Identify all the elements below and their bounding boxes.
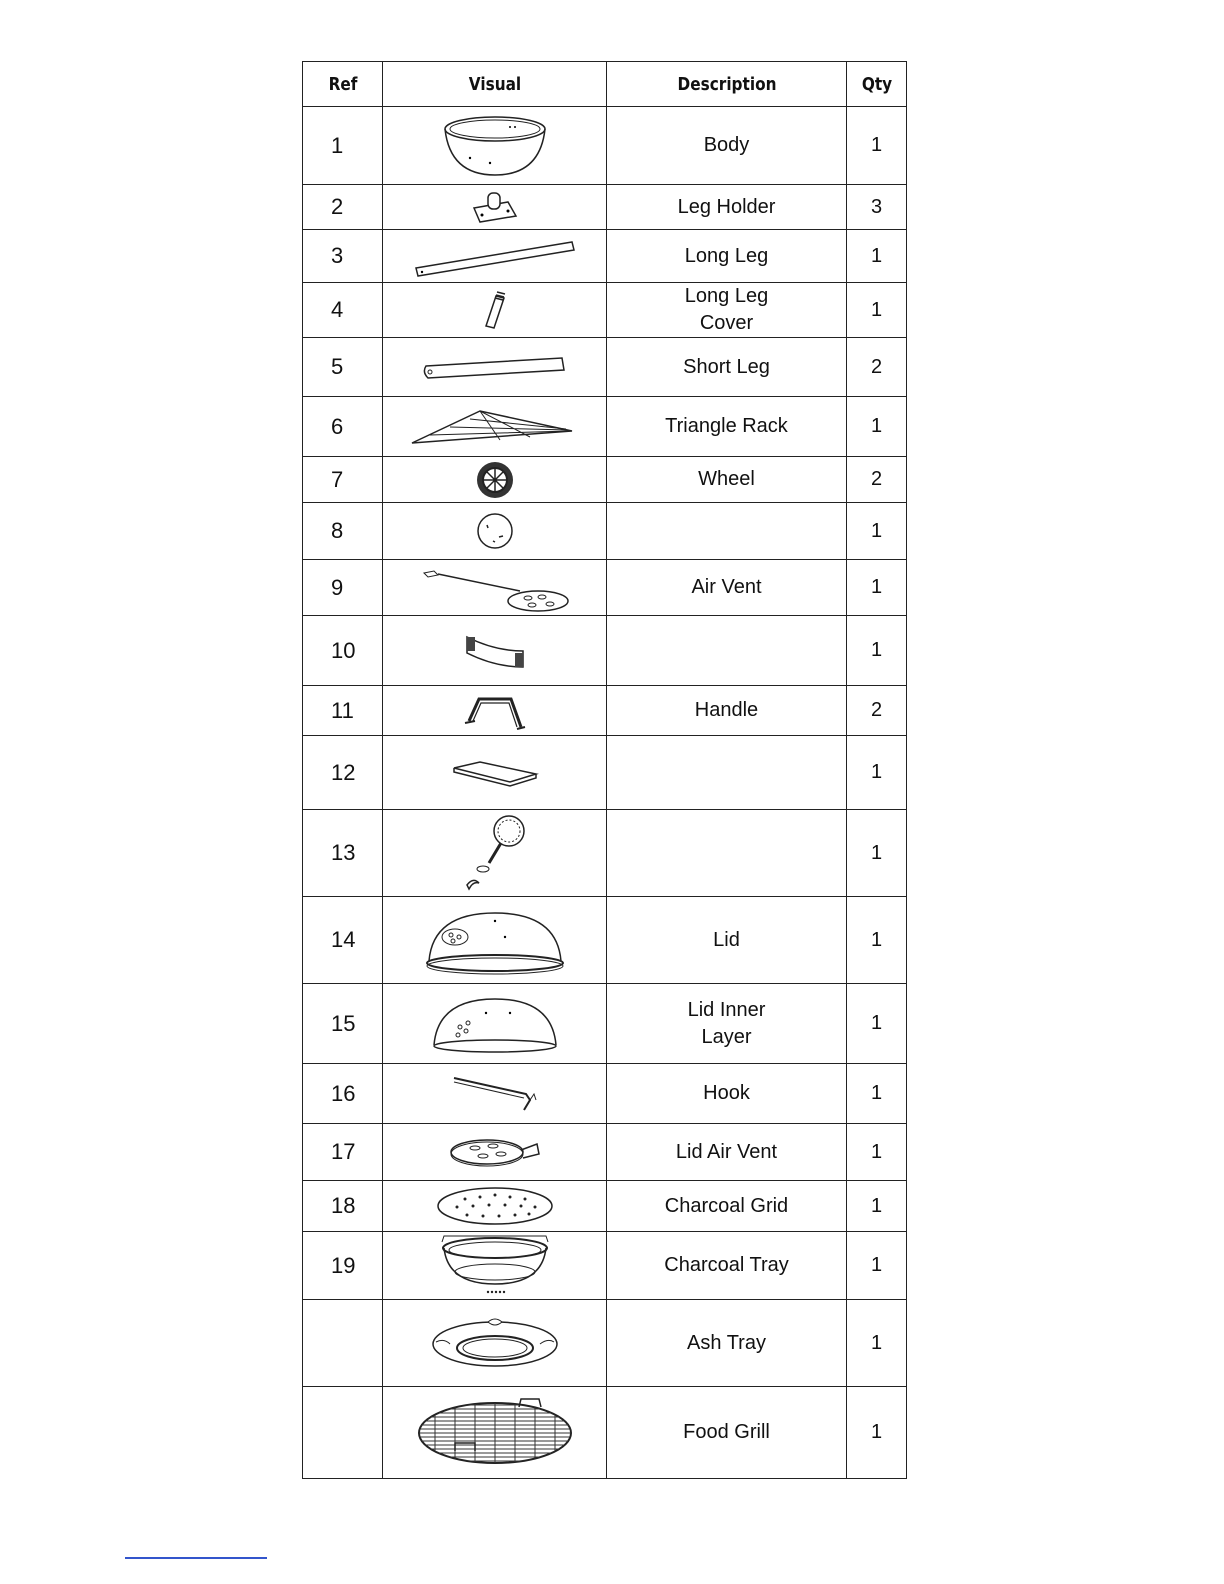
ref-cell	[303, 1300, 383, 1387]
description-cell	[607, 736, 847, 810]
qty-cell: 3	[847, 185, 907, 230]
description-cell: Charcoal Grid	[607, 1181, 847, 1232]
header-visual: Visual	[399, 62, 589, 107]
table-row	[303, 1232, 907, 1300]
description-cell: Charcoal Tray	[607, 1232, 847, 1300]
ref-cell: 7	[303, 457, 383, 503]
description-cell: Hook	[607, 1064, 847, 1124]
qty-cell: 1	[847, 1300, 907, 1387]
qty-cell: 1	[847, 230, 907, 283]
qty-cell: 2	[847, 457, 907, 503]
description-cell	[607, 810, 847, 897]
ref-cell: 4	[303, 283, 383, 338]
qty-cell: 1	[847, 1387, 907, 1479]
qty-cell: 1	[847, 616, 907, 686]
qty-cell: 1	[847, 1064, 907, 1124]
qty-cell: 1	[847, 810, 907, 897]
ref-cell	[303, 1387, 383, 1479]
ref-cell: 5	[303, 338, 383, 397]
ref-cell: 6	[303, 397, 383, 457]
header-description: Description	[625, 62, 829, 107]
table-row	[303, 397, 907, 457]
short-leg-icon	[420, 352, 570, 382]
ref-cell: 18	[303, 1181, 383, 1232]
table-row	[303, 560, 907, 616]
ref-cell: 16	[303, 1064, 383, 1124]
table-row	[303, 810, 907, 897]
ref-cell: 2	[303, 185, 383, 230]
bowl-body-icon	[440, 113, 550, 179]
table-row	[303, 1387, 907, 1479]
description-cell: Ash Tray	[607, 1300, 847, 1387]
table-row	[303, 1300, 907, 1387]
table-row	[303, 897, 907, 984]
lid-air-vent-icon	[447, 1134, 543, 1170]
long-leg-icon	[412, 234, 578, 278]
ref-cell: 1	[303, 107, 383, 185]
table-row	[303, 338, 907, 397]
qty-cell: 1	[847, 1232, 907, 1300]
lid-inner-layer-icon	[430, 993, 560, 1055]
description-cell: Lid	[607, 897, 847, 984]
ref-cell: 10	[303, 616, 383, 686]
qty-cell: 2	[847, 686, 907, 736]
table-row	[303, 230, 907, 283]
description-cell	[607, 503, 847, 560]
qty-cell: 1	[847, 1124, 907, 1181]
table-row	[303, 1181, 907, 1232]
description-cell: Long Leg	[607, 230, 847, 283]
table-row	[303, 283, 907, 338]
table-row	[303, 984, 907, 1064]
qty-cell: 1	[847, 897, 907, 984]
qty-cell: 2	[847, 338, 907, 397]
ref-cell: 13	[303, 810, 383, 897]
ref-cell: 3	[303, 230, 383, 283]
parts-table	[302, 61, 907, 1479]
charcoal-grid-icon	[435, 1185, 555, 1227]
ref-cell: 11	[303, 686, 383, 736]
qty-cell: 1	[847, 397, 907, 457]
description-cell: Lid Inner Layer	[607, 984, 847, 1064]
triangle-rack-icon	[410, 407, 580, 447]
qty-cell: 1	[847, 560, 907, 616]
table-row	[303, 616, 907, 686]
round-plate-icon	[475, 511, 515, 551]
ref-cell: 19	[303, 1232, 383, 1300]
ref-cell: 8	[303, 503, 383, 560]
leg-holder-icon	[470, 190, 520, 224]
hook-icon	[450, 1072, 540, 1116]
charcoal-tray-icon	[440, 1234, 550, 1298]
description-cell: Long Leg Cover	[607, 283, 847, 338]
description-cell: Body	[607, 107, 847, 185]
description-cell: Leg Holder	[607, 185, 847, 230]
bracket-icon	[463, 629, 527, 673]
qty-cell: 1	[847, 736, 907, 810]
table-row	[303, 185, 907, 230]
description-cell: Food Grill	[607, 1387, 847, 1479]
thermometer-icon	[455, 813, 535, 893]
qty-cell: 1	[847, 984, 907, 1064]
qty-cell: 1	[847, 503, 907, 560]
ash-tray-icon	[430, 1312, 560, 1374]
wooden-bar-icon	[450, 758, 540, 788]
ref-cell: 12	[303, 736, 383, 810]
food-grill-icon	[415, 1393, 575, 1473]
description-cell: Short Leg	[607, 338, 847, 397]
qty-cell: 1	[847, 107, 907, 185]
table-row	[303, 736, 907, 810]
ref-cell: 9	[303, 560, 383, 616]
air-vent-icon	[420, 563, 570, 613]
leg-cover-icon	[480, 288, 510, 332]
description-cell: Wheel	[607, 457, 847, 503]
qty-cell: 1	[847, 283, 907, 338]
lid-icon	[423, 905, 567, 975]
qty-cell: 1	[847, 1181, 907, 1232]
header-row	[303, 62, 907, 107]
handle-icon	[463, 691, 527, 731]
description-cell: Handle	[607, 686, 847, 736]
wheel-icon	[475, 459, 515, 501]
footer-rule	[125, 1557, 267, 1559]
table-row	[303, 686, 907, 736]
ref-cell: 14	[303, 897, 383, 984]
description-cell: Lid Air Vent	[607, 1124, 847, 1181]
ref-cell: 17	[303, 1124, 383, 1181]
description-cell: Air Vent	[607, 560, 847, 616]
ref-cell: 15	[303, 984, 383, 1064]
table-row	[303, 107, 907, 185]
table-row	[303, 457, 907, 503]
table-row	[303, 1064, 907, 1124]
table-row	[303, 503, 907, 560]
description-cell	[607, 616, 847, 686]
table-row	[303, 1124, 907, 1181]
description-cell: Triangle Rack	[607, 397, 847, 457]
header-qty: Qty	[851, 62, 902, 107]
header-ref: Ref	[309, 62, 377, 107]
